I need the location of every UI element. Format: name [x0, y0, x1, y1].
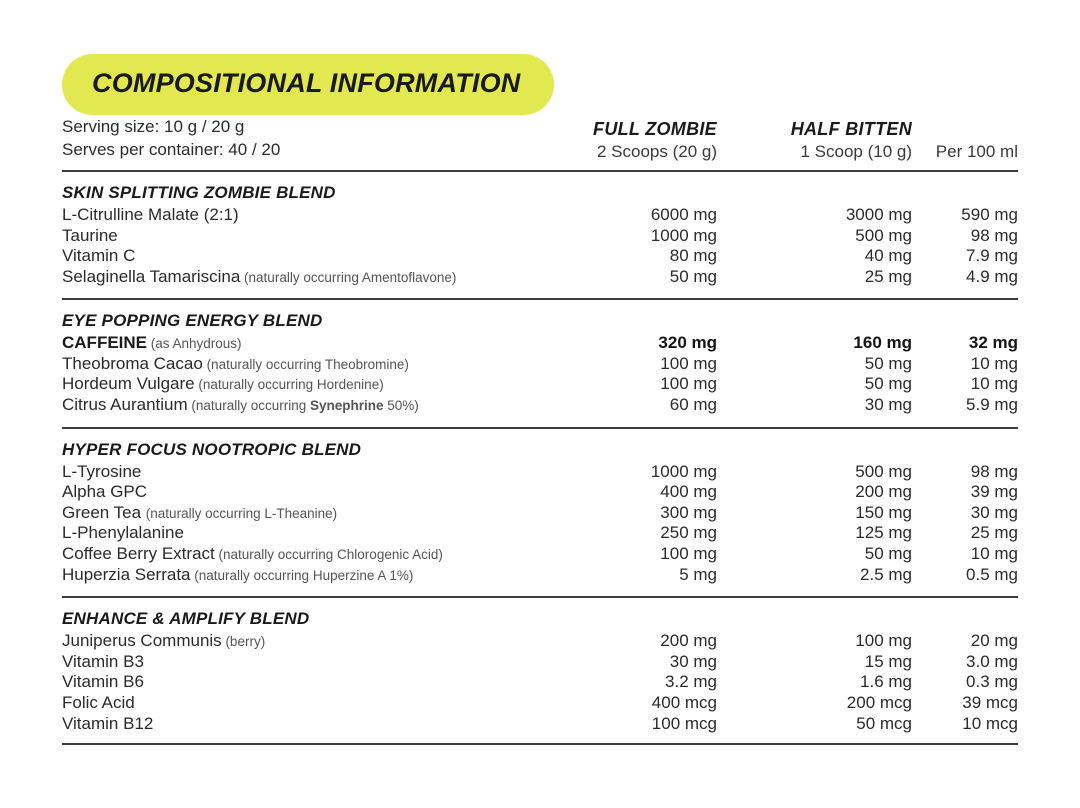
ingredient-row [62, 693, 1018, 714]
ingredient-value-1: 100 mg [660, 353, 717, 373]
column-header-sub: Per 100 ml [935, 141, 1018, 161]
ingredient-value-3: 0.5 mg [966, 564, 1018, 584]
ingredient-name-text: Taurine [62, 225, 118, 245]
column-header-sub: 1 Scoop (10 g) [800, 141, 912, 161]
ingredient-value-2: 15 mg [864, 651, 912, 671]
section-title: ENHANCE & AMPLIFY BLEND [62, 609, 310, 629]
ingredient-name-text: Vitamin B6 [62, 672, 144, 692]
ingredient-value-1: 200 mg [660, 631, 717, 651]
section-title: HYPER FOCUS NOOTROPIC BLEND [62, 439, 362, 459]
ingredient-value-1: 80 mg [669, 246, 717, 266]
section-title-row [62, 172, 1018, 205]
ingredient-name [62, 503, 514, 524]
ingredient-note: (naturally occurring Theobromine) [202, 356, 409, 372]
column-header-1 [514, 115, 717, 171]
ingredient-value-3: 10 mg [970, 353, 1018, 373]
ingredient-name-text: Vitamin B12 [62, 713, 154, 733]
spacer-cell [62, 416, 1018, 428]
spacer-cell [62, 585, 1018, 597]
ingredient-name [62, 267, 514, 288]
ingredient-name [62, 565, 514, 586]
compositional-information-table [62, 115, 1018, 745]
ingredient-name [62, 226, 514, 247]
ingredient-value-1: 1000 mg [650, 225, 717, 245]
ingredient-value-1: 400 mg [660, 482, 717, 502]
ingredient-row [62, 246, 1018, 267]
ingredient-value-2: 40 mg [864, 246, 912, 266]
ingredient-row [62, 565, 1018, 586]
ingredient-name [62, 462, 514, 483]
ingredient-name [62, 354, 514, 375]
ingredient-row [62, 631, 1018, 652]
ingredient-name [62, 205, 514, 226]
ingredient-value-3: 4.9 mg [966, 266, 1018, 286]
ingredient-value-2: 1.6 mg [860, 672, 912, 692]
section-title-row [62, 429, 1018, 462]
ingredient-value-1: 100 mg [660, 374, 717, 394]
ingredient-row [62, 462, 1018, 483]
ingredient-row [62, 267, 1018, 288]
ingredient-value-2: 200 mcg [846, 693, 912, 712]
ingredient-value-1: 6000 mg [650, 204, 717, 224]
ingredient-value-3: 7.9 mg [966, 246, 1018, 266]
ingredient-name [62, 631, 514, 652]
ingredient-name [62, 333, 514, 354]
ingredient-value-3: 5.9 mg [966, 395, 1018, 415]
ingredient-value-1: 300 mg [660, 502, 717, 522]
ingredient-value-3: 25 mg [970, 523, 1018, 543]
ingredient-name-text: L-Tyrosine [62, 461, 142, 481]
ingredient-value-1: 320 mg [658, 333, 717, 353]
ingredient-name-text: L-Citrulline Malate (2:1) [62, 204, 239, 224]
ingredient-name-text: Alpha GPC [62, 482, 148, 502]
ingredient-note: (naturally occurring L-Theanine) [145, 505, 338, 521]
ingredient-value-2: 30 mg [864, 395, 912, 415]
ingredient-row [62, 333, 1018, 354]
ingredient-name-text: Theobroma Cacao [62, 353, 203, 373]
ingredient-value-2: 50 mg [864, 353, 912, 373]
table-bottom-divider [62, 744, 1018, 745]
ingredient-row [62, 714, 1018, 735]
ingredient-value-3: 590 mg [961, 204, 1018, 224]
column-header-3 [912, 115, 1018, 171]
ingredient-row [62, 652, 1018, 673]
ingredient-value-3: 98 mg [970, 225, 1018, 245]
ingredient-row [62, 482, 1018, 503]
ingredient-name-text: L-Phenylalanine [62, 523, 184, 543]
section-title-row [62, 598, 1018, 631]
ingredient-value-3: 20 mg [970, 631, 1018, 651]
ingredient-name [62, 693, 514, 714]
ingredient-note: (naturally occurring Chlorogenic Acid) [214, 547, 443, 563]
ingredient-value-3: 0.3 mg [966, 672, 1018, 692]
ingredient-value-2: 50 mcg [856, 713, 912, 733]
column-header-name: FULL ZOMBIE [593, 118, 717, 139]
ingredient-value-1: 100 mcg [651, 713, 717, 733]
column-header-2 [717, 115, 912, 171]
section-title-cell [62, 429, 1018, 462]
ingredient-note: (berry) [221, 634, 266, 650]
divider-line [62, 744, 1018, 745]
ingredient-note: (as Anhydrous) [147, 336, 242, 352]
ingredient-name-text: Green Tea [62, 502, 146, 522]
ingredient-name [62, 374, 514, 395]
ingredient-note: (naturally occurring Synephrine 50%) [187, 398, 419, 414]
spacer-cell [62, 287, 1018, 299]
ingredient-value-3: 39 mcg [962, 693, 1018, 712]
ingredient-value-2: 125 mg [855, 523, 912, 543]
ingredient-value-1: 1000 mg [650, 461, 717, 481]
ingredient-value-3: 32 mg [968, 333, 1018, 353]
ingredient-value-3: 10 mg [970, 374, 1018, 394]
ingredient-value-2: 50 mg [864, 374, 912, 394]
ingredient-row [62, 672, 1018, 693]
section-title-cell [62, 598, 1018, 631]
ingredient-row [62, 395, 1018, 416]
column-header-sub: 2 Scoops (20 g) [596, 141, 717, 161]
ingredient-value-2: 50 mg [864, 544, 912, 564]
ingredient-name-text: Hordeum Vulgare [62, 374, 195, 394]
nutrition-table-wrapper [62, 115, 1018, 745]
ingredient-value-1: 3.2 mg [665, 672, 717, 692]
table-header-row [62, 115, 1018, 171]
ingredient-value-2: 100 mg [855, 631, 912, 651]
title-badge-row [0, 0, 1080, 115]
ingredient-row [62, 544, 1018, 565]
ingredient-value-1: 400 mcg [651, 693, 717, 712]
ingredient-name [62, 246, 514, 267]
ingredient-name [62, 714, 514, 735]
ingredient-name [62, 544, 514, 565]
ingredient-name-text: Citrus Aurantium [62, 395, 188, 415]
ingredient-note: (naturally occurring Amentoflavone) [240, 269, 457, 285]
ingredient-row [62, 354, 1018, 375]
ingredient-value-3: 10 mcg [962, 713, 1018, 733]
ingredient-value-1: 100 mg [660, 544, 717, 564]
ingredient-value-1: 250 mg [660, 523, 717, 543]
ingredient-name-text: Coffee Berry Extract [62, 544, 215, 564]
compositional-information-badge [62, 54, 554, 115]
section-title-row [62, 300, 1018, 333]
ingredient-name [62, 395, 514, 416]
spacer-cell [62, 734, 1018, 744]
ingredient-value-2: 160 mg [853, 333, 912, 353]
serving-info [62, 115, 514, 171]
section-title: EYE POPPING ENERGY BLEND [62, 311, 323, 331]
ingredient-name-text: Vitamin C [62, 246, 136, 266]
serves-per-container-text: Serves per container: 40 / 20 [62, 140, 281, 160]
page-title: COMPOSITIONAL INFORMATION [92, 68, 521, 98]
section-spacer [62, 416, 1018, 428]
ingredient-name [62, 482, 514, 503]
section-spacer [62, 585, 1018, 597]
ingredient-note: (naturally occurring Huperzine A 1%) [190, 567, 414, 583]
ingredient-value-3: 30 mg [970, 502, 1018, 522]
ingredient-value-2: 25 mg [864, 266, 912, 286]
ingredient-value-1: 60 mg [669, 395, 717, 415]
column-header-name: HALF BITTEN [790, 118, 912, 139]
ingredient-row [62, 205, 1018, 226]
ingredient-name [62, 523, 514, 544]
ingredient-value-1: 30 mg [669, 651, 717, 671]
ingredient-name [62, 652, 514, 673]
ingredient-value-2: 500 mg [855, 225, 912, 245]
ingredient-name-text: Juniperus Communis [62, 631, 222, 651]
ingredient-name-text: Selaginella Tamariscina [62, 266, 241, 286]
ingredient-row [62, 503, 1018, 524]
section-title-cell [62, 300, 1018, 333]
ingredient-value-3: 39 mg [970, 482, 1018, 502]
section-spacer [62, 734, 1018, 744]
ingredient-note: (naturally occurring Hordenine) [194, 377, 384, 393]
section-title-cell [62, 172, 1018, 205]
ingredient-value-3: 10 mg [970, 544, 1018, 564]
ingredient-value-2: 2.5 mg [860, 564, 912, 584]
ingredient-value-2: 200 mg [855, 482, 912, 502]
ingredient-row [62, 226, 1018, 247]
ingredient-name-text: Vitamin B3 [62, 651, 144, 671]
ingredient-name [62, 672, 514, 693]
section-spacer [62, 287, 1018, 299]
section-title: SKIN SPLITTING ZOMBIE BLEND [62, 182, 336, 202]
ingredient-value-1: 5 mg [679, 564, 717, 584]
ingredient-name-text: Folic Acid [62, 693, 135, 712]
ingredient-row [62, 374, 1018, 395]
ingredient-name-text: Huperzia Serrata [62, 564, 191, 584]
ingredient-value-2: 500 mg [855, 461, 912, 481]
ingredient-value-2: 3000 mg [845, 204, 912, 224]
serving-size-text: Serving size: 10 g / 20 g [62, 117, 245, 136]
ingredient-value-3: 98 mg [970, 461, 1018, 481]
ingredient-value-2: 150 mg [855, 502, 912, 522]
ingredient-value-1: 50 mg [669, 266, 717, 286]
ingredient-value-3: 3.0 mg [966, 651, 1018, 671]
ingredient-row [62, 523, 1018, 544]
ingredient-name-text: CAFFEINE [62, 333, 147, 353]
